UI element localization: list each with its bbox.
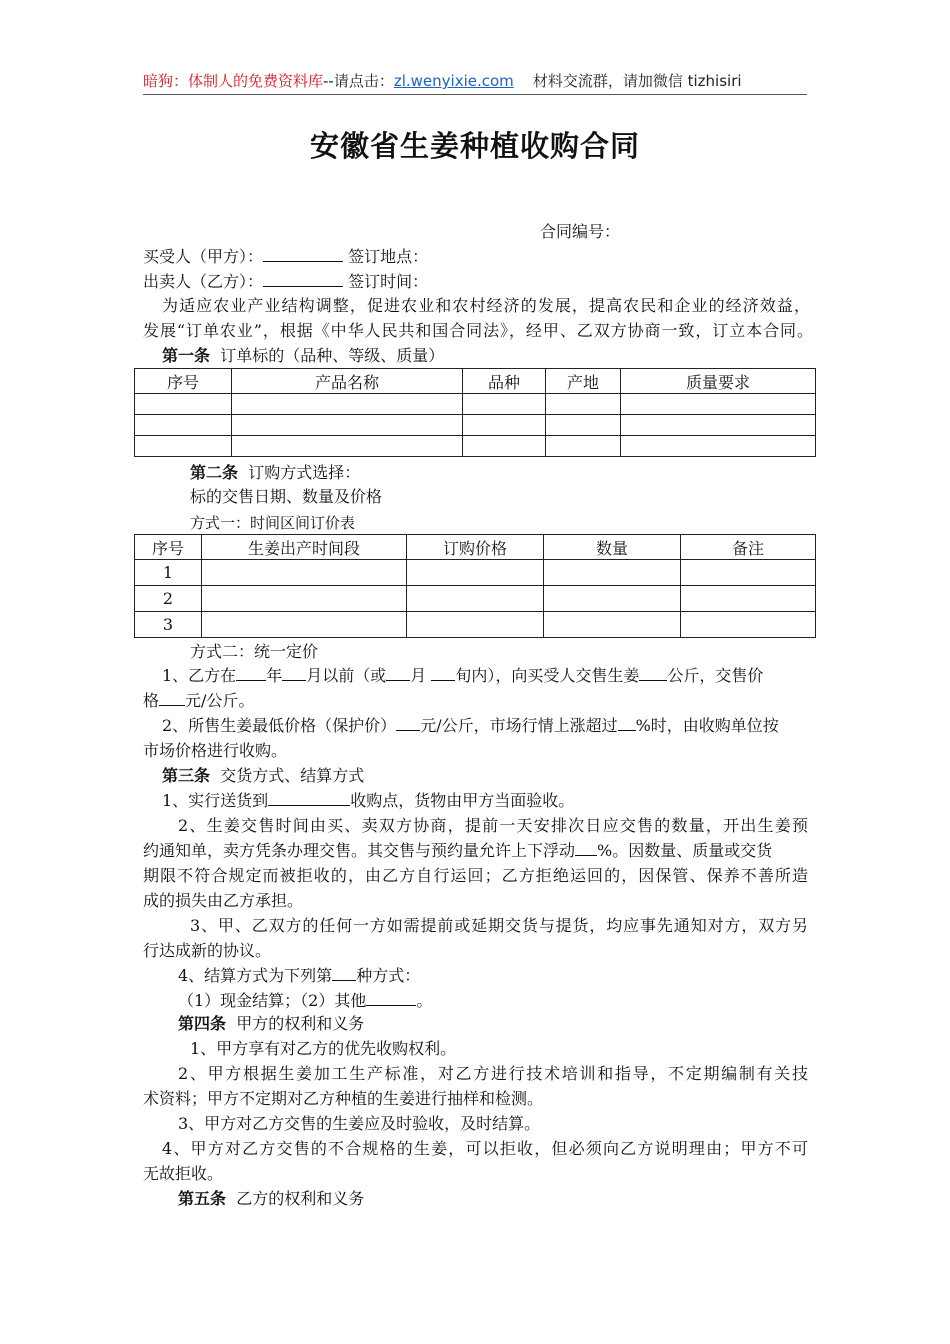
mode-2-item-1: 1、乙方在 年 月以前（或 月 旬内），向买受人交售生姜 公斤，交售价	[162, 666, 764, 685]
product-table-header-row	[135, 369, 816, 394]
mode-2-item-1-cont: 格 元/公斤。	[143, 691, 255, 710]
banner-wechat-note: 材料交流群，请加微信 tizhisiri	[532, 72, 742, 90]
article-5-title: 乙方的权利和义务	[236, 1189, 365, 1208]
price-col-quantity: 数量	[544, 535, 681, 560]
min-price-blank	[396, 714, 420, 731]
float-percent-blank	[575, 839, 597, 856]
row-index: 3	[135, 612, 202, 638]
article-3-item-4: 4、结算方式为下列第 种方式：	[178, 966, 421, 985]
article-4-item-2-line-2: 术资料；甲方不定期对乙方种植的生姜进行抽样和检测。	[143, 1089, 544, 1108]
article-3-item-2-line-1: 2、生姜交售时间由买、卖双方协商，提前一天安排次日应交售的数量，开出生姜预	[178, 816, 808, 835]
kg-blank	[639, 664, 667, 681]
intro-line-1: 为适应农业产业结构调整，促进农业和农村经济的发展，提高农民和企业的经济效益，	[162, 296, 810, 315]
article-3-title: 交货方式、结算方式	[220, 766, 365, 785]
contract-number-label: 合同编号：	[540, 222, 621, 241]
article-1-heading	[162, 344, 444, 368]
price-col-index: 序号	[135, 535, 202, 560]
article-3-number: 第三条	[162, 766, 211, 785]
table-row	[135, 586, 816, 612]
article-3-heading	[162, 764, 364, 788]
product-col-variety: 品种	[463, 369, 546, 394]
intro-line-2: 发展“订单农业”，根据《中华人民共和国合同法》，经甲、乙双方协商一致，订立本合同。	[143, 321, 813, 340]
article-3-item-3-line-2: 行达成新的协议。	[143, 941, 272, 960]
article-2-title: 订购方式选择：	[248, 463, 361, 482]
article-2-number: 第二条	[190, 463, 239, 482]
banner-link[interactable]: zl.wenyixie.com	[393, 72, 514, 90]
table-row	[135, 394, 816, 415]
mode-2-item-2-cont: 市场价格进行收购。	[143, 741, 288, 760]
article-3-item-2-line-4: 成的损失由乙方承担。	[143, 891, 304, 910]
product-table	[134, 368, 816, 457]
article-5-number: 第五条	[178, 1189, 227, 1208]
product-col-origin: 产地	[546, 369, 621, 394]
seller-blank	[263, 270, 343, 287]
mode-2-item-2: 2、所售生姜最低价格（保护价） 元/公斤，市场行情上涨超过 %时，由收购单位按	[162, 716, 779, 735]
mode-1-title: 方式一：时间区间订价表	[190, 514, 356, 532]
article-4-item-3: 3、甲方对乙方交售的生姜应及时验收，及时结算。	[178, 1114, 541, 1133]
article-2-line-2: 标的交售日期、数量及价格	[190, 487, 383, 506]
article-5-heading	[178, 1187, 364, 1211]
article-4-item-1: 1、甲方享有对乙方的优先收购权利。	[190, 1039, 457, 1058]
period-blank	[431, 664, 455, 681]
price-col-remarks: 备注	[681, 535, 816, 560]
article-4-number: 第四条	[178, 1014, 227, 1033]
mode-2-title: 方式二：统一定价	[190, 642, 319, 661]
row-index: 1	[135, 560, 202, 586]
table-row	[135, 436, 816, 457]
row-index: 2	[135, 586, 202, 612]
article-4-item-4-line-2: 无故拒收。	[143, 1164, 224, 1183]
article-3-item-5: （1）现金结算；（2）其他 。	[178, 991, 433, 1010]
table-row	[135, 612, 816, 638]
article-1-title: 订单标的（品种、等级、质量）	[220, 346, 445, 365]
product-col-index: 序号	[135, 369, 232, 394]
percent-blank	[618, 714, 636, 731]
price-col-period: 生姜出产时间段	[202, 535, 407, 560]
other-method-blank	[366, 989, 416, 1006]
month-alt-blank	[386, 664, 410, 681]
header-banner	[143, 70, 807, 95]
price-col-price: 订购价格	[407, 535, 544, 560]
price-schedule-table	[134, 534, 816, 638]
year-blank	[236, 664, 266, 681]
method-number-blank	[332, 964, 356, 981]
document-title: 安徽省生姜种植收购合同	[309, 129, 640, 163]
article-4-item-4-line-1: 4、甲方对乙方交售的不合规格的生姜，可以拒收，但必须向乙方说明理由；甲方不可	[162, 1139, 808, 1158]
seller-line	[143, 270, 428, 294]
article-3-item-2-line-3: 期限不符合规定而被拒收的，由乙方自行运回；乙方拒绝运回的，因保管、保养不善所造	[143, 866, 808, 885]
seller-label: 出卖人（乙方）：	[143, 272, 264, 291]
product-col-name: 产品名称	[232, 369, 463, 394]
buyer-blank	[263, 245, 343, 262]
price-blank	[159, 689, 185, 706]
article-4-title: 甲方的权利和义务	[236, 1014, 365, 1033]
article-4-heading	[178, 1012, 364, 1036]
article-2-heading	[190, 461, 360, 485]
article-3-item-2-line-2: 约通知单，卖方凭条办理交售。其交售与预约量允许上下浮动 %。因数量、质量或交货	[143, 841, 773, 860]
article-3-item-3-line-1: 3、甲、乙双方的任何一方如需提前或延期交货与提货，均应事先通知对方，双方另	[190, 916, 808, 935]
table-row	[135, 560, 816, 586]
sign-time-label: 签订时间：	[348, 272, 429, 291]
banner-site-name: 暗狗：体制人的免费资料库	[143, 72, 324, 90]
banner-prompt: --请点击：	[323, 72, 394, 90]
delivery-point-blank	[268, 789, 350, 806]
buyer-line	[143, 245, 428, 269]
article-3-item-1: 1、实行送货到 收购点，货物由甲方当面验收。	[162, 791, 575, 810]
article-4-item-2-line-1: 2、甲方根据生姜加工生产标准，对乙方进行技术培训和指导，不定期编制有关技	[178, 1064, 808, 1083]
month-blank	[282, 664, 306, 681]
article-1-number: 第一条	[162, 346, 211, 365]
buyer-label: 买受人（甲方）：	[143, 247, 264, 266]
product-col-quality: 质量要求	[621, 369, 816, 394]
sign-place-label: 签订地点：	[348, 247, 429, 266]
price-table-header-row	[135, 535, 816, 560]
table-row	[135, 415, 816, 436]
